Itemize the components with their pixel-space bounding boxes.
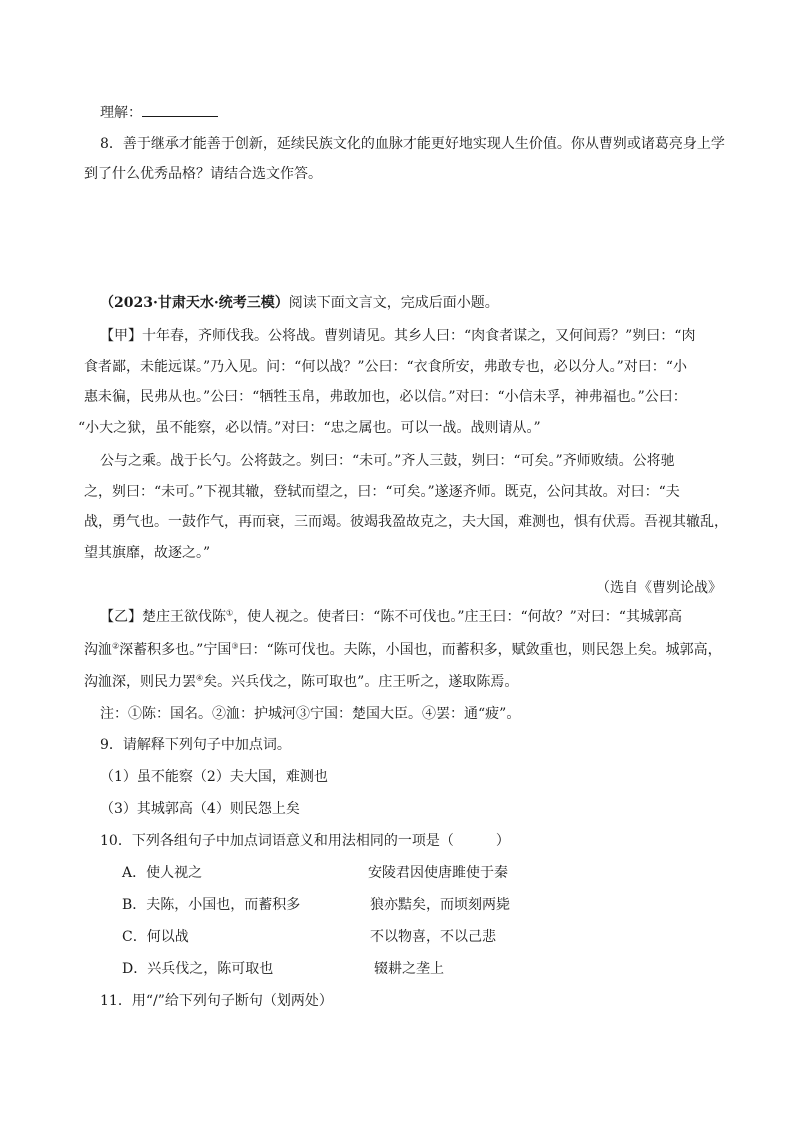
footnote-marker: ② xyxy=(112,641,120,651)
q10-option-a-left: A．使人视之 xyxy=(122,865,203,881)
passage-yi-text: 【乙】楚庄王欲伐陈 xyxy=(100,609,226,625)
passage-yi-text: 深蓄积多也。”宁国 xyxy=(119,642,232,658)
passage-jia-line: 战，勇气也。一鼓作气，再而衰，三而竭。彼竭我盈故克之，夫大国，难测也，惧有伏焉。吾视其辙乱， xyxy=(84,514,728,530)
passage-jia-line: 之，刿曰：“未可。”下视其辙，登轼而望之，曰：“可矣。”遂逐齐师。既克，公问其故。对曰：“夫 xyxy=(84,484,680,500)
footnote-marker: ① xyxy=(226,608,234,618)
instruction-text: 阅读下面文言文，完成后面小题。 xyxy=(288,295,499,311)
passage-yi-text: 矣。兴兵伐之，陈可取也”。庄王听之，遂取陈焉。 xyxy=(203,674,519,690)
q10-option-c-right: 不以物喜，不以己悲 xyxy=(370,929,496,945)
q8-line-2: 到了什么优秀品格？请结合选文作答。 xyxy=(84,166,322,182)
section-intro xyxy=(100,293,499,313)
q10-option-b-right: 狼亦黠矣，而顷刻两毙 xyxy=(370,897,510,913)
q7-answer-label: 理解： xyxy=(100,105,142,121)
passage-jia-line: 【甲】十年春，齐师伐我。公将战。曹刿请见。其乡人曰：“肉食者谋之，又何间焉？”刿曰：“肉 xyxy=(100,328,696,344)
passage-jia-line: 望其旗靡，故逐之。” xyxy=(84,545,211,561)
q10-option-c-left: C．何以战 xyxy=(122,929,189,945)
q9-row: （3）其城郭高（4）则民怨上矣 xyxy=(100,801,300,817)
exam-source: （2023·甘肃天水·统考三模） xyxy=(100,295,289,311)
passage-yi-line xyxy=(84,640,722,660)
passage-yi-text: ，使人视之。使者曰：“陈不可伐也。”庄王曰：“何故？”对曰：“其城郭高 xyxy=(233,609,682,625)
q10-option-d-left: D．兴兵伐之，陈可取也 xyxy=(122,961,274,977)
passage-yi-text: 曰：“陈可伐也。夫陈，小国也，而蓄积多，赋敛重也，则民怨上矣。城郭高， xyxy=(238,642,722,658)
annotations: 注：①陈：国名。②洫：护城河③宁国：楚国大臣。④罢：通“疲”。 xyxy=(100,706,521,722)
q7-answer-line xyxy=(100,102,218,123)
q9-prompt: 9．请解释下列句子中加点词。 xyxy=(100,737,291,753)
passage-yi-line xyxy=(100,607,682,627)
passage-jia-line: 惠未徧，民弗从也。”公曰：“牺牲玉帛，弗敢加也，必以信。”对曰：“小信未孚，神弗福也。”公曰： xyxy=(84,389,687,405)
passage-jia-line: “小大之狱，虽不能察，必以情。”对曰：“忠之属也。可以一战。战则请从。” xyxy=(78,420,541,436)
passage-jia-line: 食者鄙，未能远谋。”乃入见。问：“何以战？”公曰：“衣食所安，弗敢专也，必以分人。”对曰：“小 xyxy=(84,359,687,375)
q8-line-1: 8．善于继承才能善于创新，延续民族文化的血脉才能更好地实现人生价值。你从曹刿或诸葛亮身上学 xyxy=(100,136,725,152)
footnote-marker: ④ xyxy=(196,673,204,683)
q10-option-d-right: 辍耕之垄上 xyxy=(374,961,444,977)
q9-row: （1）虽不能察（2）夫大国，难测也 xyxy=(100,769,328,785)
footnote-marker: ③ xyxy=(231,641,239,651)
answer-blank xyxy=(142,102,218,117)
q10-option-b-left: B．夫陈，小国也，而蓄积多 xyxy=(122,897,301,913)
passage-jia-line: 公与之乘。战于长勺。公将鼓之。刿曰：“未可。”齐人三鼓，刿曰：“可矣。”齐师败绩。公将驰 xyxy=(100,453,675,469)
q10-option-a-right: 安陵君因使唐雎使于秦 xyxy=(368,865,508,881)
q11-prompt: 11．用“/”给下列句子断句（划两处） xyxy=(100,993,333,1009)
passage-yi-text: 沟洫深，则民力罢 xyxy=(84,674,196,690)
passage-yi-line xyxy=(84,672,518,692)
passage-yi-text: 沟洫 xyxy=(84,642,112,658)
q10-prompt: 10．下列各组句子中加点词语意义和用法相同的一项是（ ） xyxy=(100,833,510,849)
passage-attribution: （选自《曹刿论战》 xyxy=(596,580,722,596)
